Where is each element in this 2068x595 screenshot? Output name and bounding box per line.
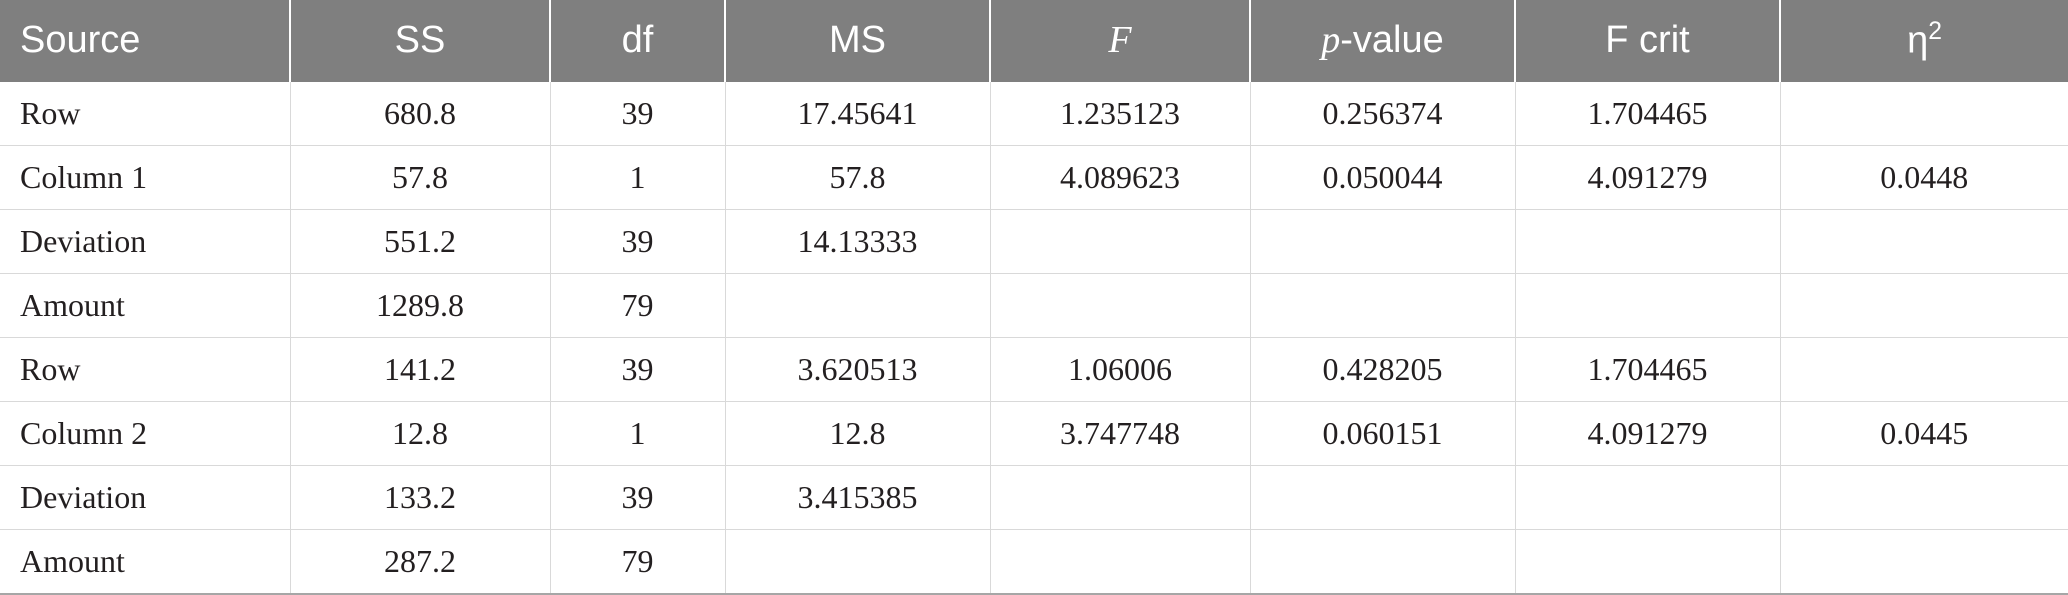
cell-p-value: 0.060151: [1250, 402, 1515, 466]
eta-exponent: 2: [1928, 17, 1942, 45]
column-header-f-crit: F crit: [1515, 0, 1780, 82]
cell-ms: 3.415385: [725, 466, 990, 530]
cell-source: Column 1: [0, 146, 290, 210]
column-header-df: df: [550, 0, 725, 82]
cell-p-value: [1250, 274, 1515, 338]
table-row: [0, 210, 2068, 274]
cell-p-value: [1250, 466, 1515, 530]
cell-f: [990, 274, 1250, 338]
cell-p-value: [1250, 210, 1515, 274]
column-header-eta-squared: [1780, 0, 2068, 82]
column-header-ss: SS: [290, 0, 550, 82]
table-row: [0, 146, 2068, 210]
column-header-f: [990, 0, 1250, 82]
cell-p-value: 0.050044: [1250, 146, 1515, 210]
cell-df: 79: [550, 274, 725, 338]
p-value-suffix: -value: [1340, 19, 1444, 61]
cell-f-crit: 4.091279: [1515, 402, 1780, 466]
column-header-source: Source: [0, 0, 290, 82]
cell-f-crit: 1.704465: [1515, 82, 1780, 146]
table-row: [0, 530, 2068, 595]
cell-p-value: [1250, 530, 1515, 595]
cell-f-crit: 4.091279: [1515, 146, 1780, 210]
table-row: [0, 402, 2068, 466]
cell-ms: [725, 274, 990, 338]
p-italic-text: p: [1321, 19, 1341, 61]
eta-symbol: η: [1907, 19, 1929, 62]
cell-ss: 12.8: [290, 402, 550, 466]
cell-source: Amount: [0, 530, 290, 595]
cell-f-crit: [1515, 274, 1780, 338]
cell-ss: 287.2: [290, 530, 550, 595]
column-header-f-text: F: [1108, 19, 1132, 61]
cell-df: 1: [550, 402, 725, 466]
cell-eta-squared: [1780, 530, 2068, 595]
cell-source: Amount: [0, 274, 290, 338]
cell-ss: 551.2: [290, 210, 550, 274]
cell-ms: [725, 530, 990, 595]
cell-p-value: 0.428205: [1250, 338, 1515, 402]
cell-f-crit: [1515, 466, 1780, 530]
cell-ss: 57.8: [290, 146, 550, 210]
cell-ss: 141.2: [290, 338, 550, 402]
cell-f-crit: 1.704465: [1515, 338, 1780, 402]
cell-eta-squared: 0.0445: [1780, 402, 2068, 466]
cell-eta-squared: [1780, 338, 2068, 402]
cell-f-crit: [1515, 210, 1780, 274]
cell-f: 1.235123: [990, 82, 1250, 146]
cell-eta-squared: [1780, 274, 2068, 338]
cell-source: Deviation: [0, 210, 290, 274]
cell-ms: 12.8: [725, 402, 990, 466]
cell-f: 1.06006: [990, 338, 1250, 402]
column-header-p-value: [1250, 0, 1515, 82]
cell-df: 79: [550, 530, 725, 595]
cell-ms: 17.45641: [725, 82, 990, 146]
cell-eta-squared: [1780, 82, 2068, 146]
cell-ms: 3.620513: [725, 338, 990, 402]
cell-df: 39: [550, 210, 725, 274]
cell-ss: 1289.8: [290, 274, 550, 338]
cell-ms: 57.8: [725, 146, 990, 210]
cell-f: 4.089623: [990, 146, 1250, 210]
cell-df: 39: [550, 82, 725, 146]
table-row: [0, 274, 2068, 338]
cell-eta-squared: [1780, 210, 2068, 274]
cell-source: Column 2: [0, 402, 290, 466]
cell-df: 39: [550, 466, 725, 530]
cell-ss: 133.2: [290, 466, 550, 530]
cell-f: 3.747748: [990, 402, 1250, 466]
table-row: [0, 466, 2068, 530]
column-header-ms: MS: [725, 0, 990, 82]
header-row: [0, 0, 2068, 82]
cell-df: 1: [550, 146, 725, 210]
cell-eta-squared: 0.0448: [1780, 146, 2068, 210]
cell-ms: 14.13333: [725, 210, 990, 274]
cell-ss: 680.8: [290, 82, 550, 146]
cell-f: [990, 530, 1250, 595]
table-row: [0, 82, 2068, 146]
cell-source: Row: [0, 338, 290, 402]
cell-f: [990, 466, 1250, 530]
table-row: [0, 338, 2068, 402]
cell-f: [990, 210, 1250, 274]
cell-p-value: 0.256374: [1250, 82, 1515, 146]
cell-df: 39: [550, 338, 725, 402]
table-body: [0, 82, 2068, 594]
table-header: [0, 0, 2068, 82]
cell-source: Deviation: [0, 466, 290, 530]
cell-eta-squared: [1780, 466, 2068, 530]
cell-source: Row: [0, 82, 290, 146]
cell-f-crit: [1515, 530, 1780, 595]
